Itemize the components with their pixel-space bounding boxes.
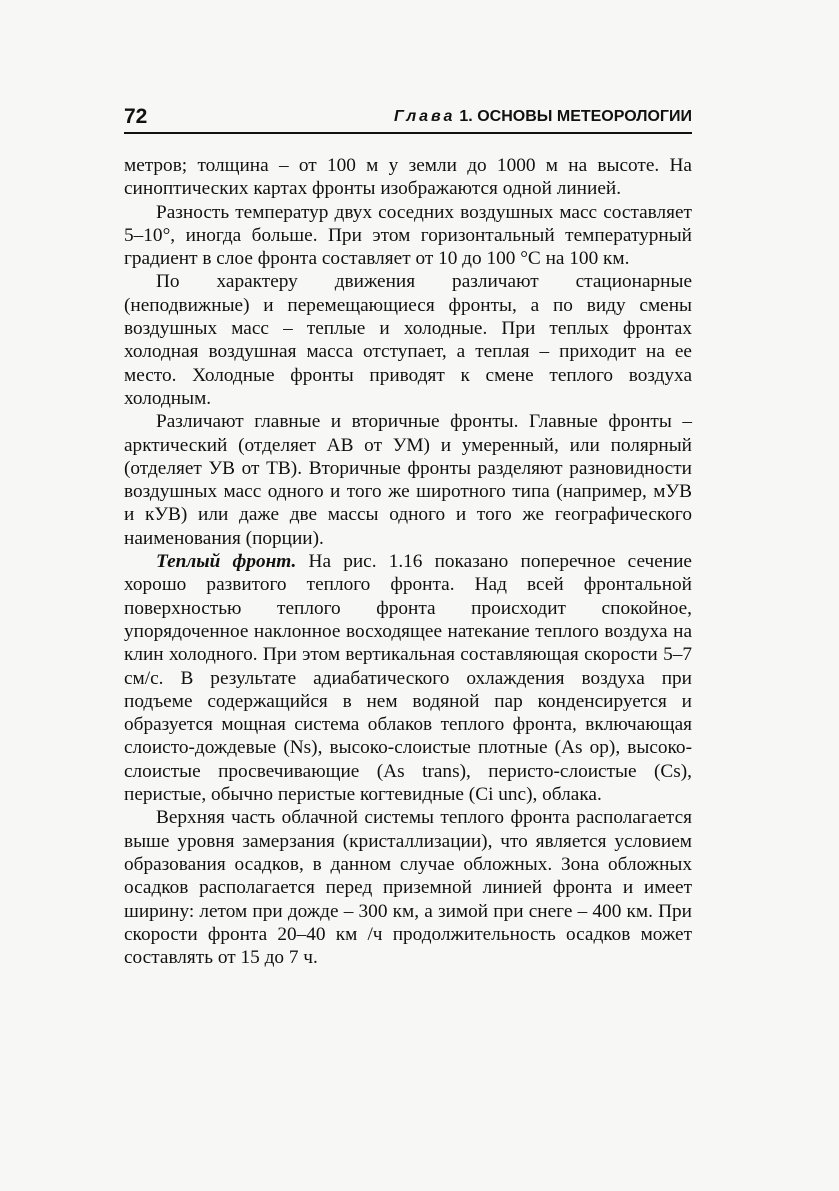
paragraph-front-types: [124, 270, 692, 410]
paragraph-text: Разность температур двух соседних воздушных масс составляет 5–10°, иногда больше. При этом горизонтальный температурный градиент в слое фронта составляет от 10 до 100 °С на 100 км.: [124, 201, 692, 270]
paragraph-text: Различают главные и вторичные фронты. Главные фронты – арктический (отделяет АВ от УМ) и умеренный, или полярный (отделяет УВ от ТВ). Вторичные фронты разделяют разновидности воздушных масс одного и того же широтного типа (например, мУВ и кУВ) или даже две массы одного и того же географического наименования (порции).: [124, 411, 692, 549]
paragraph-warm-front: [124, 550, 692, 806]
page-number: 72: [124, 105, 148, 128]
paragraph-text: На рис. 1.16 показано поперечное сечение хорошо развитого теплого фронта. Над всей фронтальной поверхностью теплого фронта происходит спокойное, упорядоченное наклонное восходящее натекание теплого воздуха на клин холодного. При этом вертикальная составляющая скорости 5–7 см/с. В результате адиабатического охлаждения воздуха при подъеме содержащийся в нем водяной пар конденсируется и образуется мощная система облаков теплого фронта, включающая слоисто-дождевые (Ns), высоко-слоистые плотные (As op), высоко-слоистые просвечивающие (As trans), перисто-слоистые (Cs), перистые, обычно перистые когтевидные (Ci unc), облака.: [124, 551, 692, 806]
run-in-heading: Теплый фронт.: [156, 551, 297, 573]
running-header: [124, 104, 692, 134]
chapter-heading: [394, 106, 692, 128]
chapter-title: 1. ОСНОВЫ МЕТЕОРОЛОГИИ: [459, 108, 692, 125]
body-text: [124, 154, 692, 969]
paragraph-text: По характеру движения различают стационарные (неподвижные) и перемещающиеся фронты, а по виду смены воздушных масс – теплые и холодные. При теплых фронтах холодная воздушная масса отступает, а теплая – приходит на ее место. Холодные фронты приводят к смене теплого воздуха холодным.: [124, 271, 692, 409]
paragraph-temperature-difference: [124, 201, 692, 271]
paragraph-text: метров; толщина – от 100 м у земли до 1000 м на высоте. На синоптических картах фронты изображаются одной линией.: [124, 155, 692, 200]
paragraph-text: Верхняя часть облачной системы теплого фронта располагается выше уровня замерзания (кристаллизации), что является условием образования осадков, в данном случае обложных. Зона обложных осадков располагается перед приземной линией фронта и имеет ширину: летом при дожде – 300 км, а зимой при снеге – 400 км. При скорости фронта 20–40 км /ч продолжительность осадков может составлять от 15 до 7 ч.: [124, 807, 692, 969]
paragraph-continuation: [124, 154, 692, 201]
chapter-word: Глава: [393, 108, 456, 125]
paragraph-main-secondary-fronts: [124, 410, 692, 550]
paragraph-precipitation: [124, 806, 692, 969]
